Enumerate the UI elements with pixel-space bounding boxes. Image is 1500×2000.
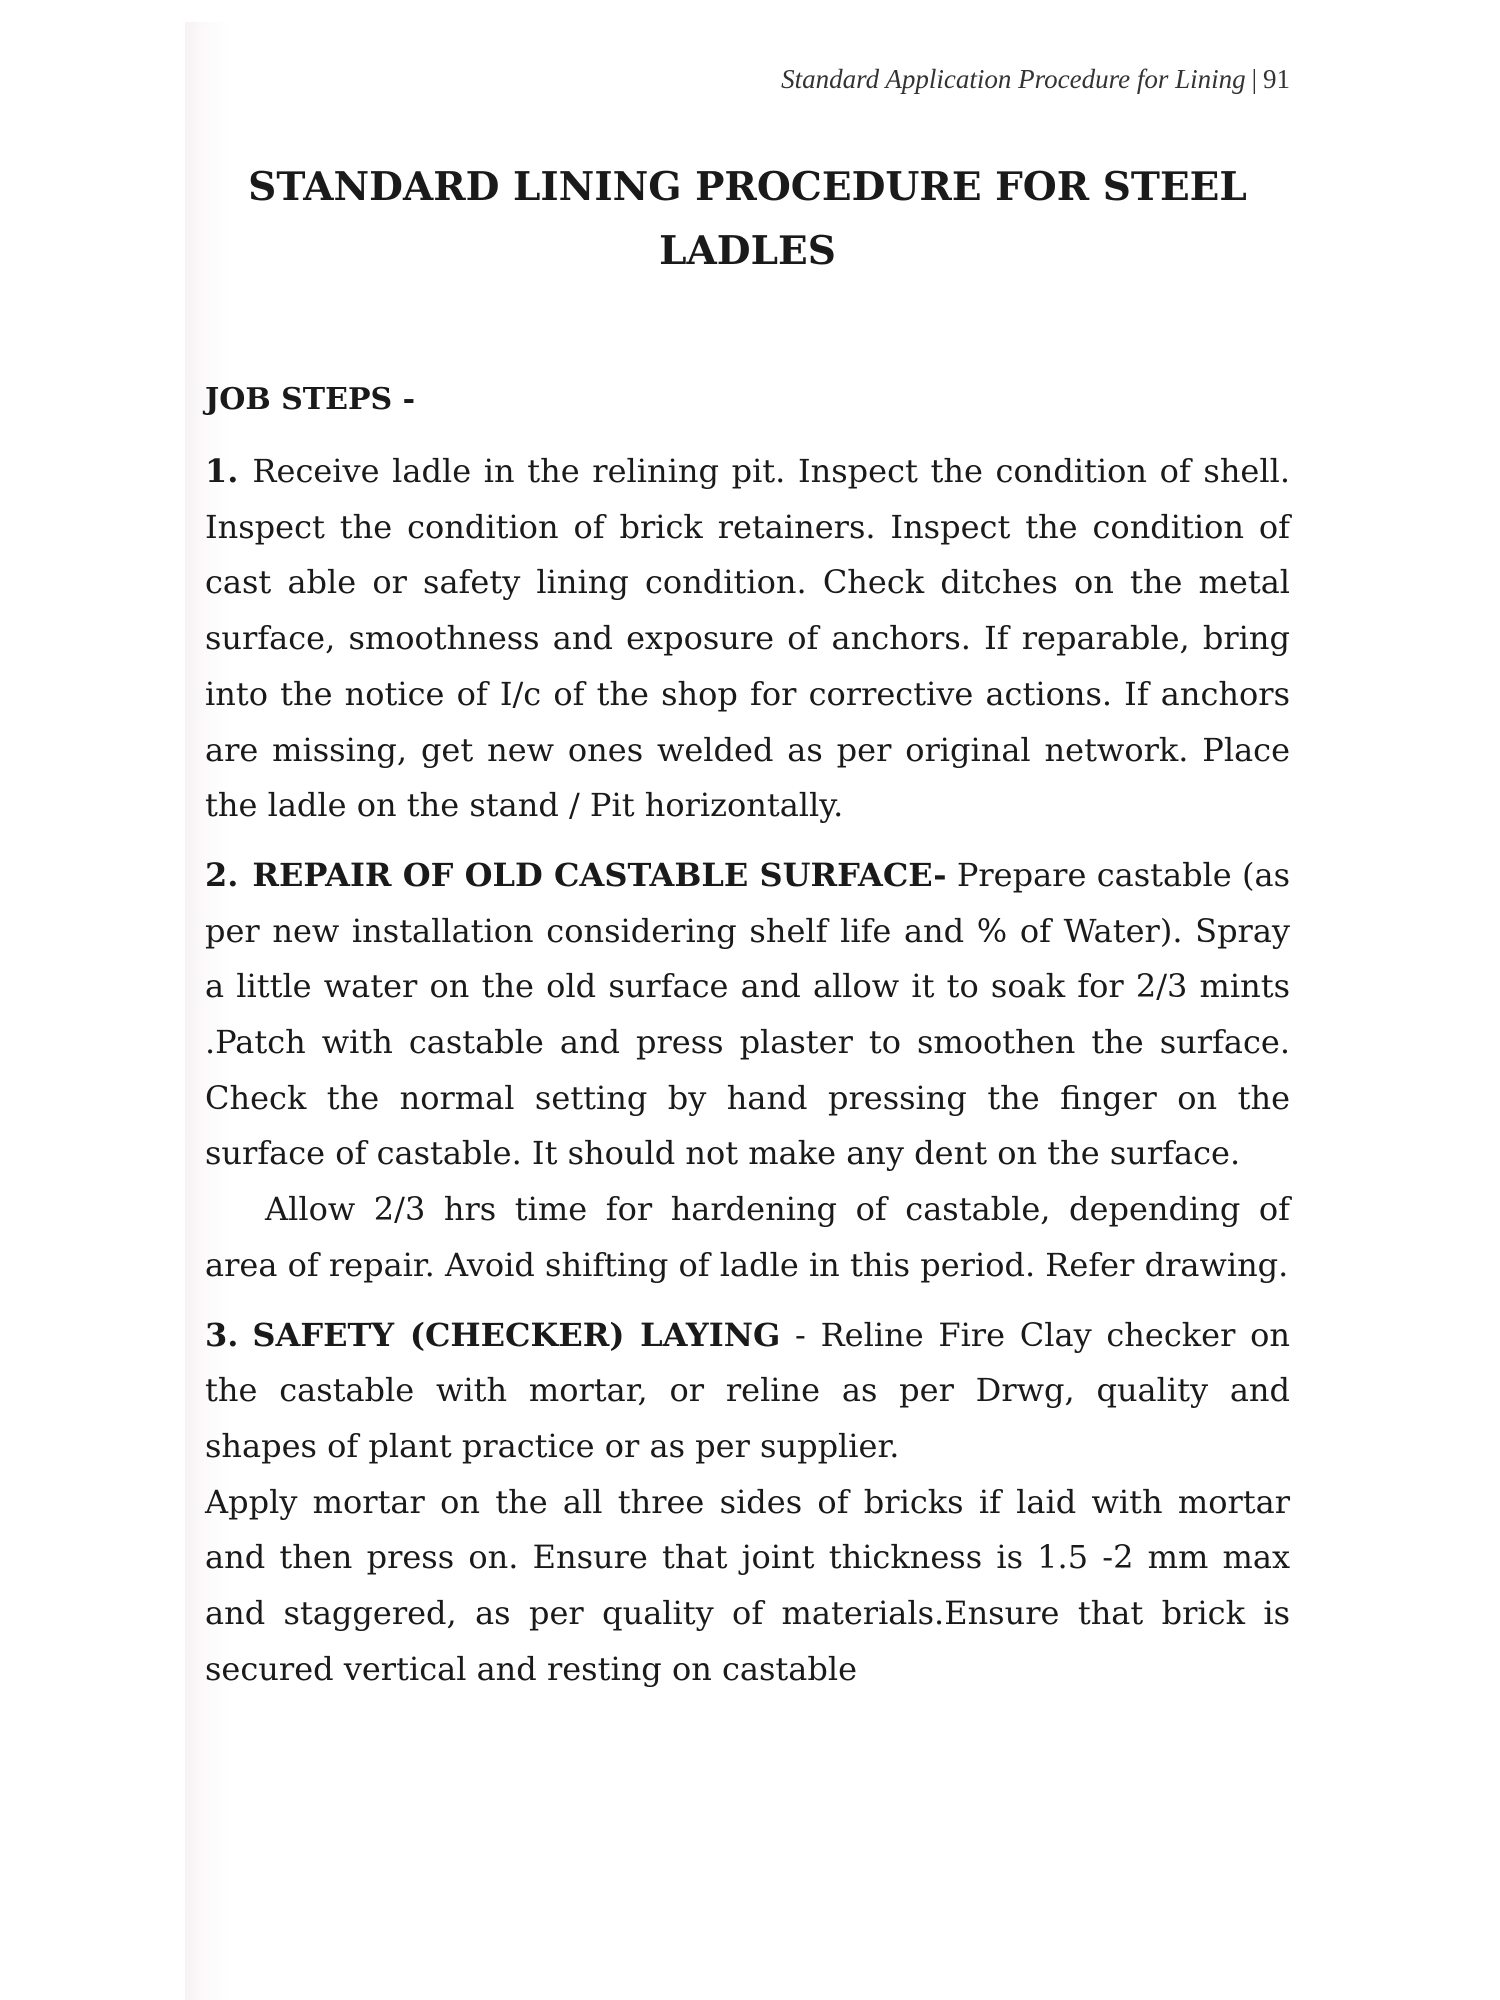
- step-1-paragraph: [205, 444, 1290, 834]
- step-2-paragraph: [205, 848, 1290, 1182]
- step-3-paragraph: [205, 1308, 1290, 1475]
- step-2-text: Prepare castable (as per new installation considering shelf life and % of Water). Spray a little water on the old surface and allow it to soak for 2/3 mints .Patch with castable and press plaster to smoothen the surface. Check the normal setting by hand pressing the finger on the surface of castable. It should not make any dent on the surface.: [205, 855, 1290, 1173]
- step-2-number: 2.: [205, 855, 239, 894]
- running-head-title: Standard Application Procedure for Lining: [781, 64, 1246, 94]
- step-3-heading: SAFETY (CHECKER) LAYING: [252, 1315, 781, 1354]
- step-1-number: 1.: [205, 452, 239, 490]
- step-2-continuation: Allow 2/3 hrs time for hardening of castable, depending of area of repair. Avoid shifting of ladle in this period. Refer drawing.: [205, 1190, 1290, 1284]
- running-head-separator: |: [1251, 64, 1257, 94]
- page-title-line-2: LADLES: [659, 228, 836, 274]
- step-1-text: Receive ladle in the relining pit. Inspect the condition of shell. Inspect the condition of brick retainers. Inspect the condition of cast able or safety lining condition. Check ditches on the metal surface, smoothness and exposure of anchors. If reparable, bring into the notice of I/c of the shop for corrective actions. If anchors are missing, get new ones welded as per original network. Place the ladle on the stand / Pit horizontally.: [205, 452, 1290, 825]
- page-number: 91: [1263, 64, 1290, 94]
- step-3-number: 3.: [205, 1315, 239, 1354]
- job-steps-heading: JOB STEPS -: [205, 382, 416, 417]
- page-title: [205, 155, 1290, 283]
- step-3-text: - Reline Fire Clay checker on the castable with mortar, or reline as per Drwg, quality and shapes of plant practice or as per supplier.: [205, 1315, 1291, 1465]
- steps-body: [205, 444, 1290, 1697]
- step-2-heading: REPAIR OF OLD CASTABLE SURFACE-: [252, 855, 947, 894]
- step-3-continuation: Apply mortar on the all three sides of bricks if laid with mortar and then press on. Ensure that joint thickness is 1.5 -2 mm max and staggered, as per quality of materials.Ensure that brick is secured vertical and resting on castable: [205, 1482, 1290, 1688]
- running-head: [781, 64, 1290, 95]
- page-title-line-1: STANDARD LINING PROCEDURE FOR STEEL: [248, 164, 1247, 210]
